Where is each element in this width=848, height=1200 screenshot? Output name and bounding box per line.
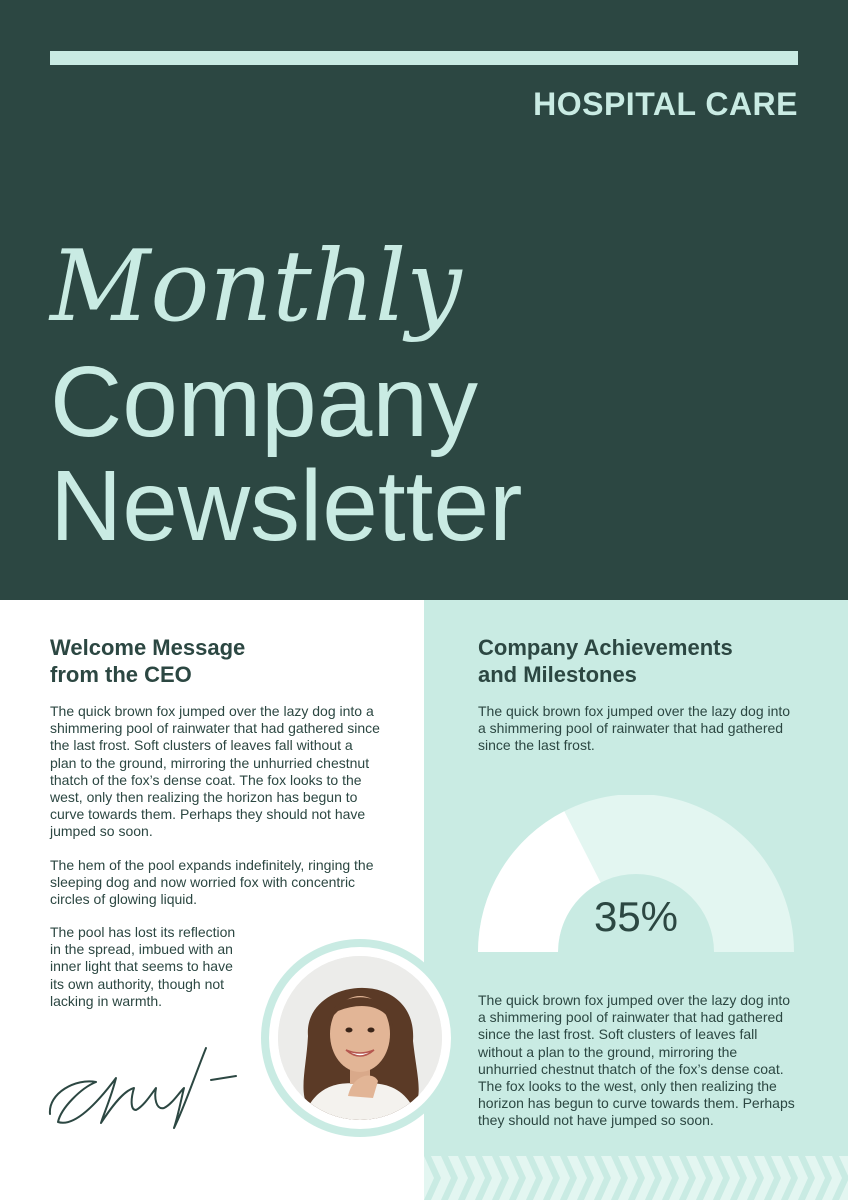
ceo-paragraph-3: The pool has lost its reflection in the spread, imbued with an inner light that seems to have its own authority, though not lacking in warmth. xyxy=(50,924,236,1009)
ceo-photo-frame xyxy=(261,939,459,1137)
title-line-company: Company xyxy=(50,346,478,458)
gauge-percentage: 35% xyxy=(593,893,679,940)
ceo-photo-border xyxy=(269,947,451,1129)
achievements-heading-line2: and Milestones xyxy=(478,662,637,687)
brand-name: HOSPITAL CARE xyxy=(533,86,798,122)
achievements-heading xyxy=(478,634,808,688)
chevron-stripe xyxy=(424,1156,434,1200)
portrait-illustration xyxy=(278,956,442,1120)
ceo-portrait xyxy=(278,956,442,1120)
achievements-paragraph-1: The quick brown fox jumped over the lazy dog into a shimmering pool of rainwater that had gathered since the last frost. xyxy=(478,703,791,754)
ceo-heading-line2: from the CEO xyxy=(50,662,192,687)
title-line-newsletter: Newsletter xyxy=(50,450,523,562)
achievements-paragraph-2: The quick brown fox jumped over the lazy dog into a shimmering pool of rainwater that had gathered since the last frost. Soft clusters of leaves fall without a plan to the ground, mirroring the unhurried chestnut thatch of the fox’s dense coat. The fox looks to the west, only then realizing the horizon has begun to curve towards them. Perhaps they should not have jumped so soon. xyxy=(478,992,795,1129)
chevron-pattern-decoration xyxy=(424,1156,848,1200)
ceo-heading xyxy=(50,634,380,688)
ceo-signature xyxy=(46,1038,246,1133)
title-script-word: Monthly xyxy=(50,230,462,344)
ceo-paragraph-2: The hem of the pool expands indefinitely, ringing the sleeping dog and now worried fox with concentric circles of glowing liquid. xyxy=(50,857,374,908)
ceo-paragraph-1: The quick brown fox jumped over the lazy dog into a shimmering pool of rainwater that had gathered since the last frost. Soft clusters of leaves fall without a plan to the ground, mirroring the unhurried chestnut thatch of the fox’s dense coat. The fox looks to the west, only then realizing the horizon has begun to curve towards them. Perhaps they should not have jumped so soon. xyxy=(50,703,380,840)
achievements-heading-line1: Company Achievements xyxy=(478,635,733,660)
ceo-heading-line1: Welcome Message xyxy=(50,635,246,660)
top-accent-bar xyxy=(50,51,798,65)
